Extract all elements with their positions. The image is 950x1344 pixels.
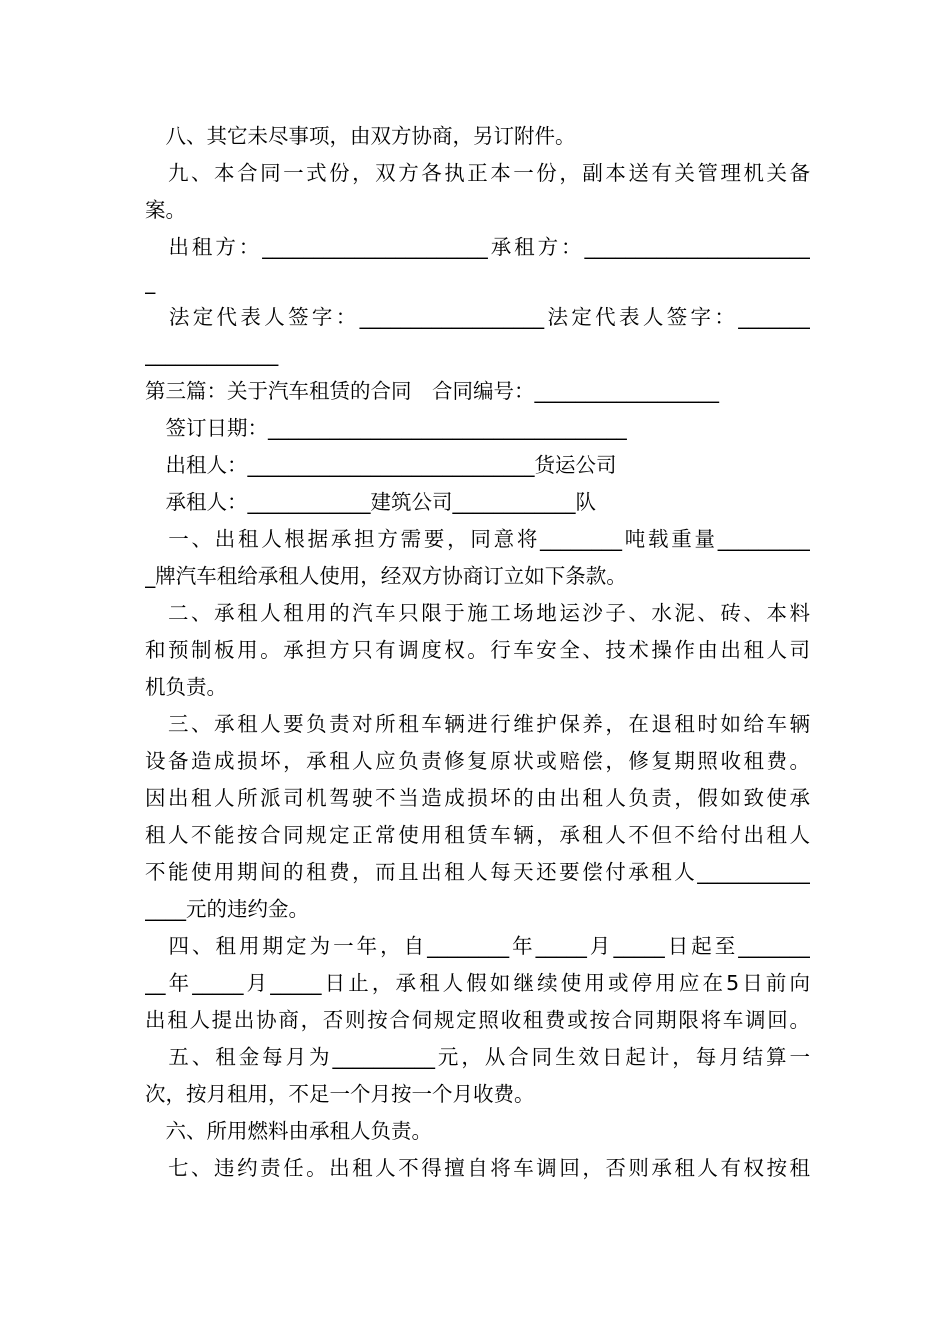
article-4-cont-2: 出租人提出协商，否则按合伺规定照收租费或按合同期限将车调回。 (145, 1008, 810, 1032)
clause-8: 八、其它未尽事项，由双方协商，另订附件。 (145, 124, 576, 148)
article-7: 七、违约责任。出租人不得擅自将车调回，否则承租人有权按租 (145, 1156, 810, 1180)
document-body (145, 118, 810, 1187)
section-title: 第三篇：关于汽车租赁的合同 合同编号：__________________ (145, 379, 719, 403)
article-4-cont-1: __年_____月_____日止，承租人假如继续使用或停用应在5日前向 (145, 971, 810, 995)
article-3: 三、承租人要负责对所租车辆进行维护保养，在退租时如给车辆 (145, 712, 810, 736)
clause-9-cont: 案。 (145, 198, 186, 222)
signature-line: 法定代表人签字：__________________法定代表人签字：_______ (145, 305, 810, 329)
article-5-cont: 次，按月租用，不足一个月按一个月收费。 (145, 1082, 535, 1106)
article-3-cont-1: 设备造成损坏，承租人应负责修复原状或赔偿，修复期照收租费。 (145, 749, 810, 773)
article-3-cont-3: 租人不能按合同规定正常使用租赁车辆，承租人不但不给付出租人 (145, 823, 810, 847)
article-3-cont-5: ____元的违约金。 (145, 897, 309, 921)
article-1: 一、出租人根据承担方需要，同意将________吨载重量_________ (145, 527, 810, 551)
article-1-cont: _牌汽车租给承租人使用，经双方协商订立如下条款。 (145, 564, 627, 588)
signature-line-cont: _____________ (145, 342, 279, 366)
article-2: 二、承租人租用的汽车只限于施工场地运沙子、水泥、砖、本料 (145, 601, 810, 625)
article-2-cont-1: 和预制板用。承担方只有调度权。行车安全、技术操作由出租人司 (145, 638, 810, 662)
article-3-cont-2: 因出租人所派司机驾驶不当造成损坏的由出租人负责，假如致使承 (145, 786, 810, 810)
article-5: 五、租金每月为__________元，从合同生效日起计，每月结算一 (145, 1045, 810, 1069)
lessor: 出租人：____________________________货运公司 (145, 453, 617, 477)
article-6: 六、所用燃料由承租人负责。 (145, 1119, 432, 1143)
article-2-cont-2: 机负责。 (145, 675, 227, 699)
article-4: 四、租用期定为一年，自________年_____月_____日起至_______ (145, 934, 810, 958)
lessee: 承租人：____________建筑公司____________队 (145, 490, 596, 514)
lessor-lessee-line-cont: _ (145, 270, 156, 294)
lessor-lessee-line: 出租方：______________________承租方：______________________ (145, 235, 810, 259)
sign-date: 签订日期：___________________________________ (145, 416, 627, 440)
clause-9: 九、本合同一式份，双方各执正本一份，副本送有关管理机关备 (145, 161, 810, 185)
article-3-cont-4: 不能使用期间的租费，而且出租人每天还要偿付承租人___________ (145, 860, 810, 884)
